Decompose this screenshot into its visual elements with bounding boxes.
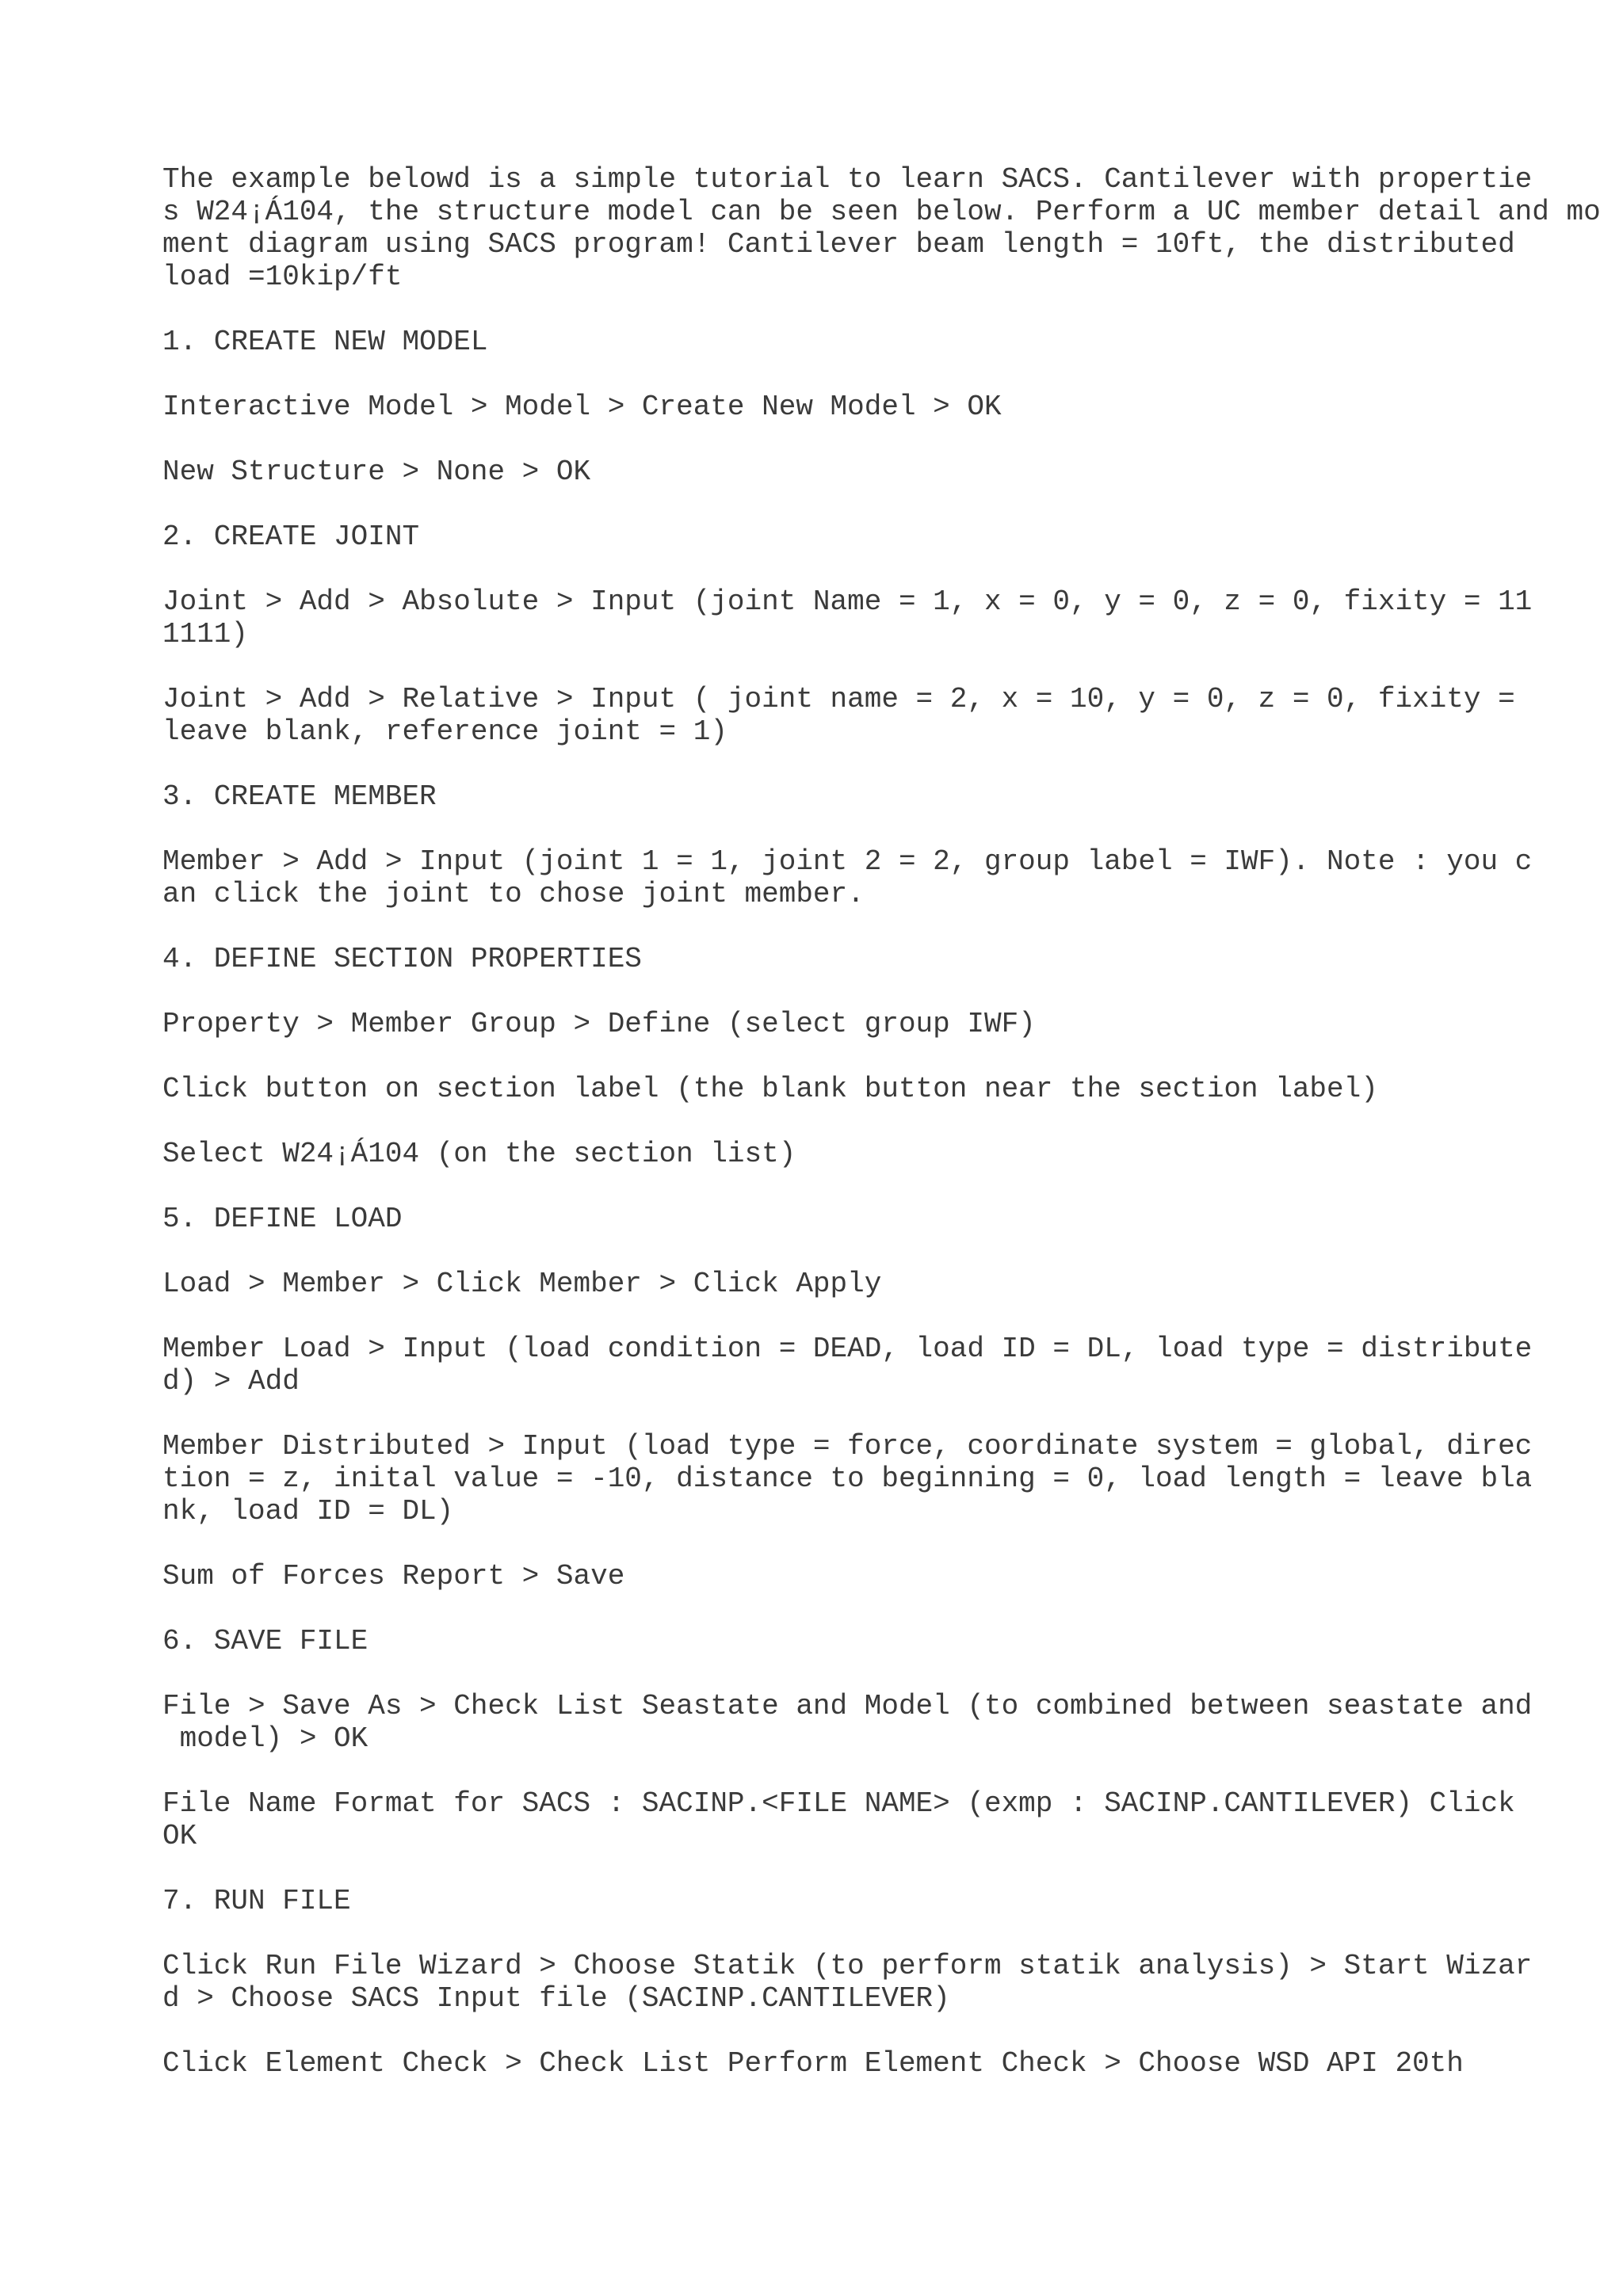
- text-line: an click the joint to chose joint member.: [162, 878, 865, 910]
- paragraph: [162, 1138, 1589, 1170]
- text-line: 1111): [162, 618, 249, 650]
- paragraph: [162, 1885, 1589, 1917]
- paragraph: [162, 326, 1589, 358]
- text-line: Member Load > Input (load condition = DEAD, load ID = DL, load type = distribute: [162, 1333, 1533, 1365]
- text-line: Select W24¡Á104 (on the section list): [162, 1138, 796, 1170]
- text-line: File Name Format for SACS : SACINP.<FILE NAME> (exmp : SACINP.CANTILEVER) Click: [162, 1787, 1515, 1820]
- text-line: d > Choose SACS Input file (SACINP.CANTILEVER): [162, 1982, 950, 2015]
- paragraph: [162, 163, 1601, 293]
- text-line: 1. CREATE NEW MODEL: [162, 326, 488, 358]
- text-line: leave blank, reference joint = 1): [162, 715, 727, 748]
- paragraph: [162, 1073, 1589, 1105]
- text-line: 3. CREATE MEMBER: [162, 780, 437, 813]
- paragraph: [162, 521, 1589, 553]
- text-line: d) > Add: [162, 1365, 300, 1398]
- text-line: tion = z, inital value = -10, distance to beginning = 0, load length = leave bla: [162, 1463, 1533, 1495]
- text-line: model) > OK: [162, 1722, 369, 1755]
- paragraph: [162, 1625, 1589, 1657]
- text-line: Interactive Model > Model > Create New Model > OK: [162, 391, 1002, 423]
- text-line: Joint > Add > Absolute > Input (joint Name = 1, x = 0, y = 0, z = 0, fixity = 11: [162, 585, 1533, 618]
- text-line: 4. DEFINE SECTION PROPERTIES: [162, 943, 642, 975]
- text-line: Click Run File Wizard > Choose Statik (to perform statik analysis) > Start Wizar: [162, 1950, 1533, 1982]
- paragraph: [162, 1430, 1589, 1527]
- paragraph: [162, 2047, 1589, 2080]
- paragraph: [162, 1333, 1589, 1398]
- text-line: Property > Member Group > Define (select group IWF): [162, 1008, 1036, 1040]
- text-line: s W24¡Á104, the structure model can be seen below. Perform a UC member detail and mo: [162, 196, 1601, 228]
- paragraph: [162, 1950, 1589, 2015]
- text-line: 2. CREATE JOINT: [162, 521, 420, 553]
- document-body: [162, 163, 1601, 2112]
- paragraph: [162, 1560, 1589, 1592]
- paragraph: [162, 780, 1589, 813]
- text-line: The example belowd is a simple tutorial to learn SACS. Cantilever with propertie: [162, 163, 1533, 196]
- paragraph: [162, 1008, 1589, 1040]
- text-line: 5. DEFINE LOAD: [162, 1203, 403, 1235]
- text-line: Load > Member > Click Member > Click Apply: [162, 1268, 882, 1300]
- text-line: Click Element Check > Check List Perform Element Check > Choose WSD API 20th: [162, 2047, 1464, 2080]
- text-line: New Structure > None > OK: [162, 456, 591, 488]
- text-line: nk, load ID = DL): [162, 1495, 454, 1527]
- text-line: OK: [162, 1820, 197, 1852]
- text-line: Member Distributed > Input (load type = force, coordinate system = global, direc: [162, 1430, 1533, 1463]
- text-line: Joint > Add > Relative > Input ( joint name = 2, x = 10, y = 0, z = 0, fixity =: [162, 683, 1515, 715]
- paragraph: [162, 1203, 1589, 1235]
- paragraph: [162, 391, 1589, 423]
- text-line: Sum of Forces Report > Save: [162, 1560, 625, 1592]
- paragraph: [162, 1690, 1589, 1755]
- paragraph: [162, 1787, 1589, 1852]
- paragraph: [162, 943, 1589, 975]
- paragraph: [162, 456, 1589, 488]
- text-line: load =10kip/ft: [162, 261, 403, 293]
- text-line: Click button on section label (the blank button near the section label): [162, 1073, 1378, 1105]
- text-line: File > Save As > Check List Seastate and Model (to combined between seastate and: [162, 1690, 1533, 1722]
- paragraph: [162, 845, 1589, 910]
- paragraph: [162, 683, 1589, 748]
- text-line: Member > Add > Input (joint 1 = 1, joint 2 = 2, group label = IWF). Note : you c: [162, 845, 1533, 878]
- text-line: ment diagram using SACS program! Cantilever beam length = 10ft, the distributed: [162, 228, 1515, 261]
- text-line: 6. SAVE FILE: [162, 1625, 369, 1657]
- paragraph: [162, 585, 1589, 650]
- paragraph: [162, 1268, 1589, 1300]
- text-line: 7. RUN FILE: [162, 1885, 351, 1917]
